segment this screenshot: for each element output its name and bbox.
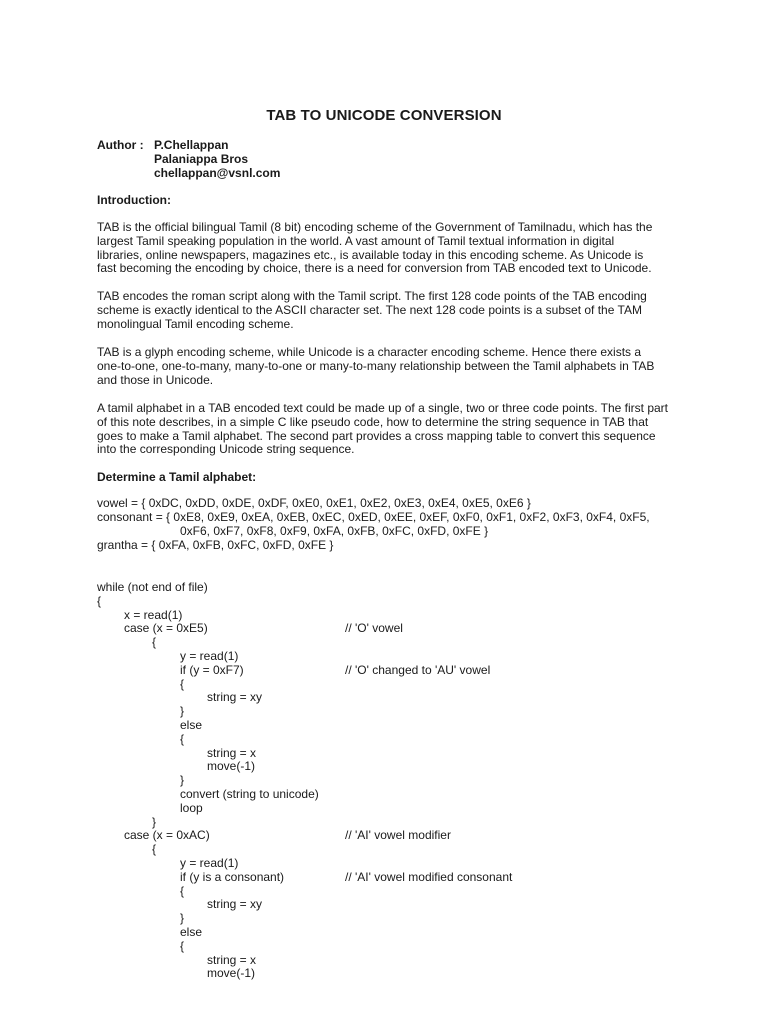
paragraph-4	[97, 402, 677, 457]
paragraph-line: one-to-one, one-to-many, many-to-one or many-to-many relationship between the Tamil alphabets in TAB	[97, 358, 655, 373]
code-line	[97, 967, 717, 981]
code-text: convert (string to unicode)	[180, 786, 319, 801]
document-title: TAB TO UNICODE CONVERSION	[266, 107, 502, 124]
code-text: string = xy	[207, 690, 263, 705]
pseudo-code-block	[97, 581, 717, 981]
code-text: {	[180, 676, 185, 691]
paragraph-line: goes to make a Tamil alphabet. The second part provides a cross mapping table to convert this sequence	[97, 428, 656, 443]
paragraph-line: and those in Unicode.	[97, 372, 214, 387]
vowel-definition: vowel = { 0xDC, 0xDD, 0xDE, 0xDF, 0xE0, 0xE1, 0xE2, 0xE3, 0xE4, 0xE5, 0xE6 }	[97, 496, 531, 510]
code-line	[97, 788, 717, 802]
code-line	[97, 926, 717, 940]
code-text: loop	[180, 800, 203, 815]
code-text: {	[180, 731, 185, 746]
code-line	[97, 691, 717, 705]
code-text: {	[97, 593, 102, 608]
paragraph-line: monolingual Tamil encoding scheme.	[97, 316, 294, 331]
code-line	[97, 774, 717, 788]
code-line	[97, 940, 717, 954]
paragraph-2	[97, 290, 677, 331]
code-text: }	[152, 814, 157, 829]
author-company: Palaniappa Bros	[154, 152, 249, 166]
determine-heading: Determine a Tamil alphabet:	[97, 470, 257, 484]
code-text: string = xy	[207, 897, 263, 912]
code-text: }	[180, 704, 185, 719]
code-line	[97, 747, 717, 761]
code-comment: // 'AI' vowel modifier	[345, 828, 451, 843]
code-line	[97, 857, 717, 871]
code-text: x = read(1)	[124, 607, 183, 622]
code-text: move(-1)	[207, 966, 256, 981]
code-comment: // 'O' changed to 'AU' vowel	[345, 662, 491, 677]
code-line	[97, 609, 717, 623]
code-line	[97, 664, 717, 678]
paragraph-line: A tamil alphabet in a TAB encoded text could be made up of a single, two or three code points. The first part	[97, 401, 669, 415]
paragraph-line: of this note describes, in a simple C like pseudo code, how to determine the string sequence in TAB that	[97, 414, 649, 429]
author-lines	[154, 138, 280, 180]
code-text: case (x = 0xAC)	[124, 828, 210, 843]
code-line	[97, 885, 717, 899]
code-line	[97, 733, 717, 747]
paragraph-line: scheme is exactly identical to the ASCII character set. The next 128 code points is a subset of the TAM	[97, 302, 642, 317]
code-line	[97, 636, 717, 650]
code-comment: // 'O' vowel	[345, 621, 403, 636]
code-text: }	[180, 773, 185, 788]
introduction-heading: Introduction:	[97, 193, 171, 207]
paragraph-line: TAB is a glyph encoding scheme, while Unicode is a character encoding scheme. Hence there exists a	[97, 345, 642, 359]
code-line	[97, 719, 717, 733]
author-name: P.Chellappan	[154, 138, 229, 152]
code-text: string = x	[207, 952, 257, 967]
code-text: }	[180, 911, 185, 926]
code-text: if (y is a consonant)	[180, 869, 285, 884]
code-line	[97, 802, 717, 816]
code-line	[97, 829, 717, 843]
code-text: case (x = 0xE5)	[124, 621, 208, 636]
code-text: else	[180, 924, 203, 939]
code-line	[97, 650, 717, 664]
code-comment: // 'AI' vowel modified consonant	[345, 869, 513, 884]
paragraph-line: TAB is the official bilingual Tamil (8 bit) encoding scheme of the Government of Tamilnadu, which has the	[97, 220, 653, 234]
code-text: y = read(1)	[180, 648, 239, 663]
author-email: chellappan@vsnl.com	[154, 166, 281, 180]
code-text: string = x	[207, 745, 257, 760]
code-line	[97, 871, 717, 885]
code-text: while (not end of file)	[97, 580, 208, 594]
code-line	[97, 678, 717, 692]
code-text: y = read(1)	[180, 855, 239, 870]
code-line	[97, 760, 717, 774]
paragraph-line: libraries, online newspapers, magazines etc., is available today in this encoding scheme. As Unicode is	[97, 247, 644, 262]
code-text: {	[152, 842, 157, 857]
paragraph-line: TAB encodes the roman script along with the Tamil script. The first 128 code points of the TAB encoding	[97, 289, 647, 303]
consonant-definition: consonant = { 0xE8, 0xE9, 0xEA, 0xEB, 0xEC, 0xED, 0xEE, 0xEF, 0xF0, 0xF1, 0xF2, 0xF3, 0xF4, 0xF5,	[97, 510, 650, 524]
paragraph-line: largest Tamil speaking population in the world. A vast amount of Tamil textual information in digital	[97, 233, 615, 248]
code-line	[97, 912, 717, 926]
code-text: move(-1)	[207, 759, 256, 774]
consonant-definition-continued: 0xF6, 0xF7, 0xF8, 0xF9, 0xFA, 0xFB, 0xFC, 0xFD, 0xFE }	[180, 524, 489, 538]
grantha-definition: grantha = { 0xFA, 0xFB, 0xFC, 0xFD, 0xFE }	[97, 538, 334, 552]
code-line	[97, 581, 717, 595]
code-line	[97, 816, 717, 830]
code-line	[97, 622, 717, 636]
paragraph-line: fast becoming the encoding by choice, there is a need for conversion from TAB encoded text to Unicode.	[97, 261, 652, 276]
code-line	[97, 954, 717, 968]
code-line	[97, 705, 717, 719]
code-text: else	[180, 717, 203, 732]
paragraph-line: into the corresponding Unicode string sequence.	[97, 442, 355, 457]
author-label: Author :	[97, 138, 144, 152]
code-line	[97, 843, 717, 857]
code-line	[97, 595, 717, 609]
code-text: if (y = 0xF7)	[180, 662, 244, 677]
paragraph-3	[97, 346, 677, 387]
code-text: {	[180, 938, 185, 953]
code-text: {	[180, 883, 185, 898]
code-text: {	[152, 635, 157, 650]
code-line	[97, 898, 717, 912]
paragraph-1	[97, 221, 677, 276]
